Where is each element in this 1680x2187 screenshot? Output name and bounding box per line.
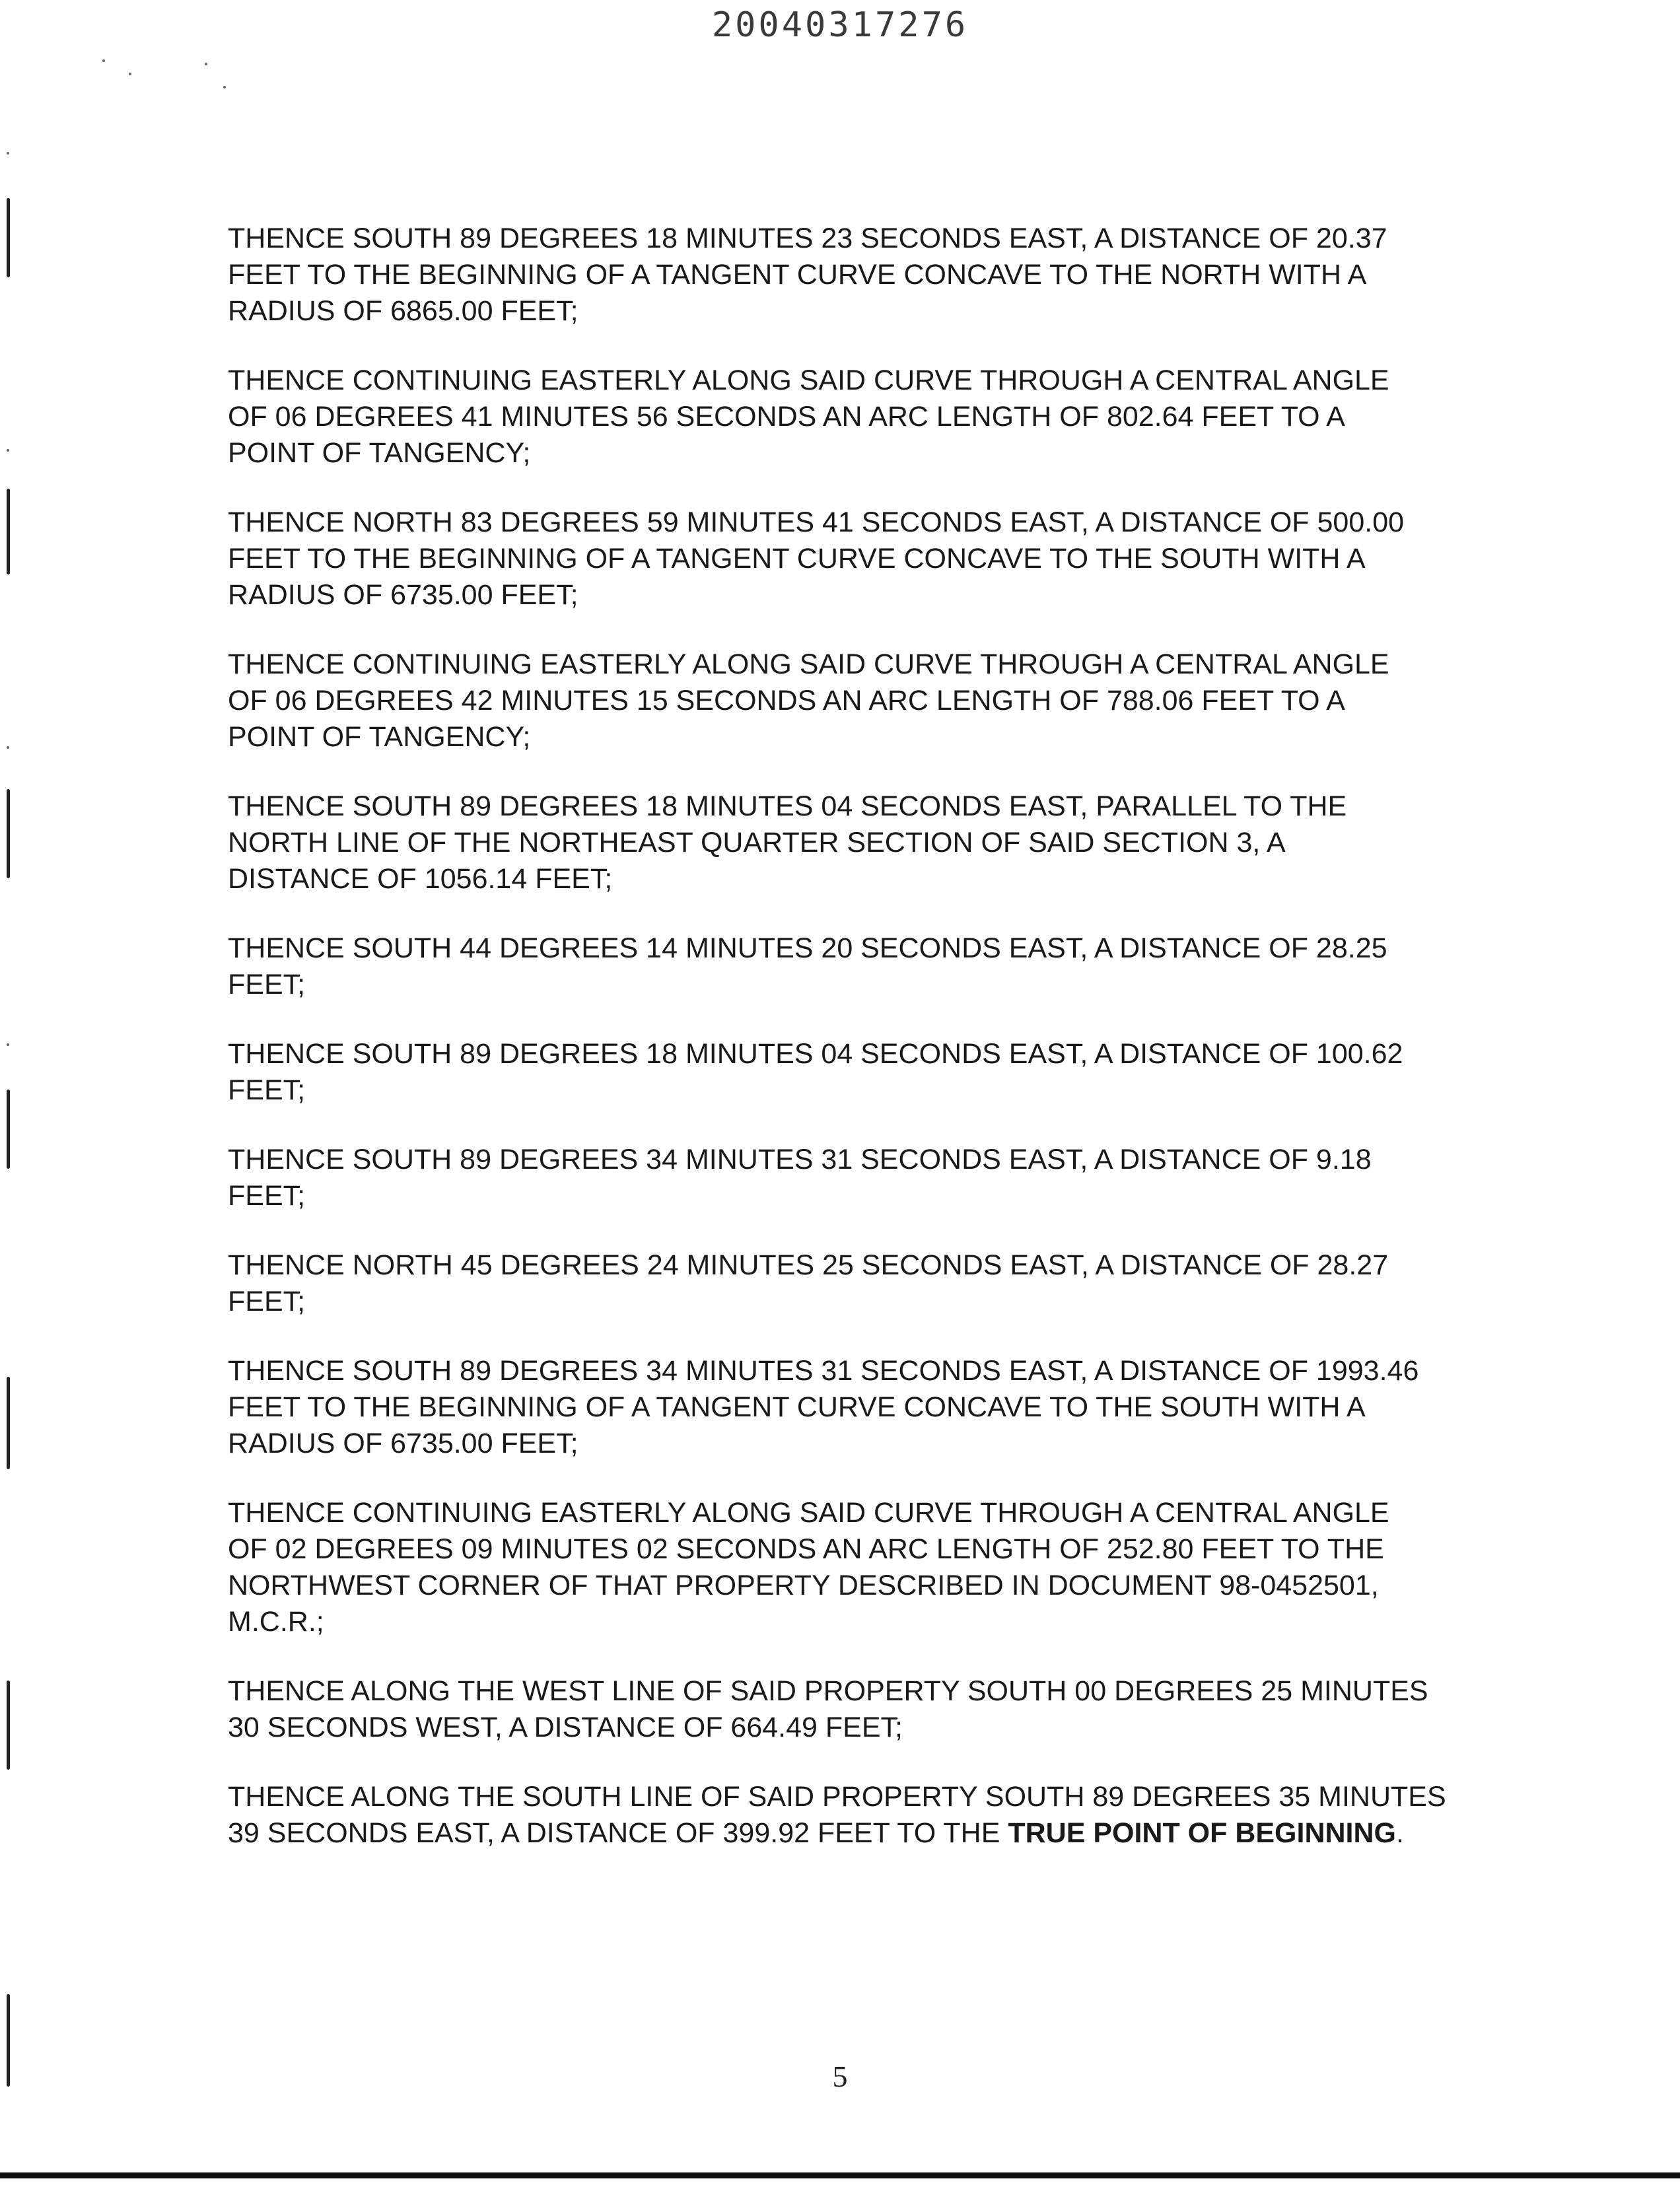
course-paragraph: THENCE ALONG THE WEST LINE OF SAID PROPERTY SOUTH 00 DEGREES 25 MINUTES 30 SECONDS WEST, A DISTANCE OF 664.49 FEET; (228, 1675, 1428, 1743)
scan-artifact (7, 198, 10, 277)
scan-speck (102, 59, 105, 62)
document-number: 20040317276 (711, 5, 969, 45)
course-paragraph: THENCE CONTINUING EASTERLY ALONG SAID CURVE THROUGH A CENTRAL ANGLE OF 06 DEGREES 41 MINUTES 56 SECONDS AN ARC LENGTH OF 802.64 FEET TO A POINT OF TANGENCY; (228, 364, 1389, 469)
bottom-rule (0, 2172, 1680, 2178)
scan-artifact (7, 1681, 10, 1770)
scan-speck (129, 73, 131, 75)
final-course-text: THENCE ALONG THE SOUTH LINE OF SAID PROPERTY SOUTH 89 DEGREES 35 MINUTES 39 SECONDS EAST, A DISTANCE OF 399.92 FEET TO THE (228, 1781, 1446, 1849)
scan-speck (223, 86, 226, 88)
legal-description (228, 221, 1562, 1885)
course-paragraph: THENCE CONTINUING EASTERLY ALONG SAID CURVE THROUGH A CENTRAL ANGLE OF 02 DEGREES 09 MINUTES 02 SECONDS AN ARC LENGTH OF 252.80 FEET TO THE NORTHWEST CORNER OF THAT PROPERTY DESCRIBED IN DOCUMENT 98-0452501, M.C.R.; (228, 1497, 1389, 1638)
final-course-paragraph (228, 1779, 1562, 1852)
scan-artifact (7, 489, 10, 574)
scan-speck (205, 63, 207, 65)
scan-artifact (7, 789, 10, 878)
scan-artifact (7, 1377, 10, 1469)
course-paragraph: THENCE CONTINUING EASTERLY ALONG SAID CURVE THROUGH A CENTRAL ANGLE OF 06 DEGREES 42 MINUTES 15 SECONDS AN ARC LENGTH OF 788.06 FEET TO A POINT OF TANGENCY; (228, 648, 1389, 753)
true-point-of-beginning: TRUE POINT OF BEGINNING (1008, 1817, 1397, 1849)
scan-speck (7, 152, 9, 155)
scan-speck (7, 1043, 9, 1046)
scan-artifact (7, 1090, 10, 1169)
final-course-period: . (1396, 1817, 1404, 1849)
course-paragraph: THENCE SOUTH 89 DEGREES 34 MINUTES 31 SECONDS EAST, A DISTANCE OF 9.18 FEET; (228, 1144, 1372, 1212)
scan-speck (7, 746, 9, 749)
course-paragraph: THENCE SOUTH 89 DEGREES 34 MINUTES 31 SECONDS EAST, A DISTANCE OF 1993.46 FEET TO THE BEGINNING OF A TANGENT CURVE CONCAVE TO THE SOUTH WITH A RADIUS OF 6735.00 FEET; (228, 1355, 1419, 1459)
course-paragraph: THENCE NORTH 45 DEGREES 24 MINUTES 25 SECONDS EAST, A DISTANCE OF 28.27 FEET; (228, 1249, 1389, 1317)
course-paragraph: THENCE NORTH 83 DEGREES 59 MINUTES 41 SECONDS EAST, A DISTANCE OF 500.00 FEET TO THE BEGINNING OF A TANGENT CURVE CONCAVE TO THE SOUTH WITH A RADIUS OF 6735.00 FEET; (228, 506, 1405, 611)
course-paragraph: THENCE SOUTH 89 DEGREES 18 MINUTES 04 SECONDS EAST, PARALLEL TO THE NORTH LINE OF THE NORTHEAST QUARTER SECTION OF SAID SECTION 3, A DISTANCE OF 1056.14 FEET; (228, 790, 1347, 895)
scan-speck (7, 449, 9, 452)
course-paragraph: THENCE SOUTH 89 DEGREES 18 MINUTES 04 SECONDS EAST, A DISTANCE OF 100.62 FEET; (228, 1038, 1403, 1106)
page-number: 5 (832, 2060, 848, 2093)
course-paragraph: THENCE SOUTH 44 DEGREES 14 MINUTES 20 SECONDS EAST, A DISTANCE OF 28.25 FEET; (228, 932, 1387, 1000)
course-paragraph: THENCE SOUTH 89 DEGREES 18 MINUTES 23 SECONDS EAST, A DISTANCE OF 20.37 FEET TO THE BEGINNING OF A TANGENT CURVE CONCAVE TO THE NORTH WITH A RADIUS OF 6865.00 FEET; (228, 223, 1387, 327)
